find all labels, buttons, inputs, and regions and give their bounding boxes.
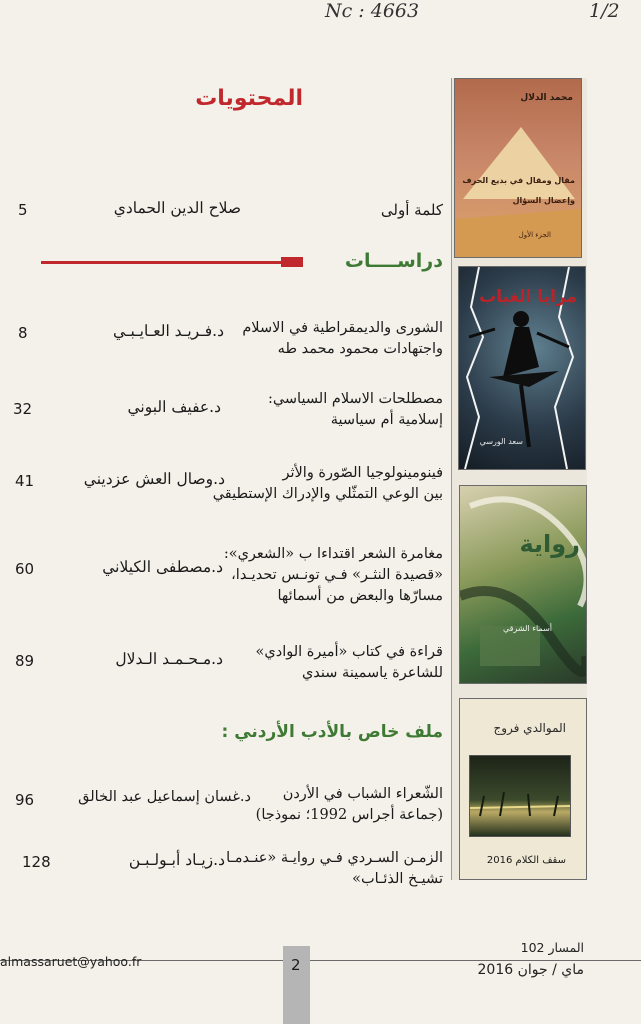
intro-page: 5 <box>18 201 28 219</box>
page-number: 2 <box>291 956 301 974</box>
entry-title: مغامرة الشعر اقتداءا ب «الشعري»: «قصيدة النثـر» فـي تونـس تحديـدا، مسارّها والبعض من أسمائها <box>223 546 443 604</box>
intro-title: كلمة أولى <box>380 201 443 219</box>
cover-1-title: مقال ومقال في بديع الحرف وإعضال السؤال <box>462 176 575 205</box>
entry-author: د.عفيف البوني <box>127 398 221 416</box>
cover-3-title: رواية <box>519 530 580 558</box>
handwritten-reference: Nc : 4663 <box>325 0 420 22</box>
cover-2-title: مرايا الغياب <box>479 287 577 307</box>
cover-2-author: سعد الورسي <box>479 437 523 446</box>
book-cover-3 <box>459 485 587 684</box>
footer-date: ماي / جوان 2016 <box>477 962 584 978</box>
cover-1-part: الجزء الأول <box>518 231 551 239</box>
entry-author: د.زيـاد أبـولـبـن <box>128 851 225 869</box>
book-cover-4 <box>459 698 587 880</box>
entry-title: مصطلحات الاسلام السياسي: إسلامية أم سياسية <box>267 391 443 428</box>
section-rule-block <box>281 257 303 267</box>
page-title: المحتويات <box>195 86 303 111</box>
section-special-file: ملف خاص بالأدب الأردني : <box>221 722 443 742</box>
cover-4-footer: سقف الكلام 2016 <box>486 855 566 866</box>
entry-title: الشّعراء الشباب في الأردن (جماعة أجراس 1992؛ نموذجا) <box>255 786 443 823</box>
section-studies: دراســــات <box>344 250 443 272</box>
entry-title: الزمـن السـردي فـي روايـة «عنـدمـا تشيـخ الذئـاب» <box>226 850 443 887</box>
cover-3-art <box>460 486 586 683</box>
entry-page: 41 <box>15 472 35 490</box>
entry-page: 96 <box>15 791 35 809</box>
entry-page: 89 <box>15 652 35 670</box>
entry-author: د.مـحـمـد الـدلال <box>115 650 223 668</box>
cover-4-title: الموالدي فروج <box>493 721 566 735</box>
entry-page: 60 <box>15 560 35 578</box>
book-cover-1 <box>454 78 582 258</box>
book-cover-2 <box>458 266 586 470</box>
section-rule <box>41 261 303 264</box>
entry-page: 128 <box>22 853 51 871</box>
entry-author: د.مصطفى الكيلاني <box>102 558 223 576</box>
entry-page: 32 <box>13 400 33 418</box>
handwritten-page-mark: 1/2 <box>589 0 620 22</box>
footer-email: almassaruet@yahoo.fr <box>0 954 142 969</box>
entry-title: فينومينولوجيا الصّورة والأثر بين الوعي التمثّلي والإدراك الإستطيقي <box>212 465 443 502</box>
cover-1-author: محمد الدلال <box>520 93 573 103</box>
cover-4-art <box>470 756 570 836</box>
entry-title: الشورى والديمقراطية في الاسلام واجتهادات محمود محمد طه <box>242 320 443 357</box>
entry-page: 8 <box>18 324 28 342</box>
entry-title: قراءة في كتاب «أميرة الوادي» للشاعرة ياسمينة سندي <box>255 644 443 681</box>
entry-author: د.فـريـد العـايـبـي <box>112 322 224 340</box>
entry-author: د.وصال العش عزديني <box>83 470 225 488</box>
entry-author: د.غسان إسماعيل عبد الخالق <box>78 789 251 805</box>
intro-author: صلاح الدين الحمادي <box>113 199 241 217</box>
cover-3-author: أسماء الشرقي <box>503 624 552 633</box>
cover-4-image <box>469 755 571 837</box>
footer-magazine: المسار 102 <box>520 940 584 955</box>
